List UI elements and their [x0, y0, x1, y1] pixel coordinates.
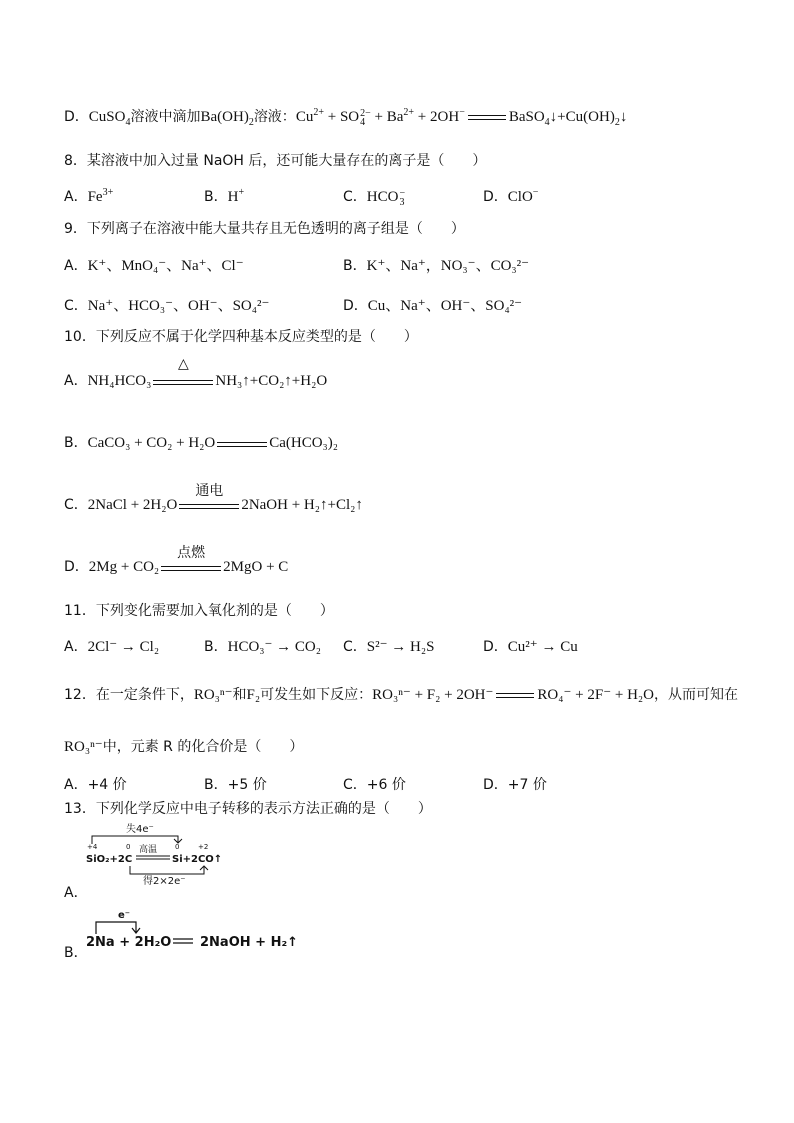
- svg-text:高温: 高温: [139, 845, 158, 855]
- q11-option-c[interactable]: C．S²⁻ → H₂S: [343, 639, 435, 655]
- electron-transfer-diagram-a[interactable]: [86, 822, 236, 888]
- electron-transfer-diagram-b[interactable]: [86, 906, 306, 956]
- q10-option-b[interactable]: B．CaCO₃ + CO₂ + H₂O Ca(HCO₃)₂: [64, 435, 339, 451]
- q12-option-c[interactable]: C．+6 价: [343, 777, 406, 793]
- q9-stem: 9．下列离子在溶液中能大量共存且无色透明的离子组是（ ）: [64, 221, 465, 237]
- diagram-a-top-label: 失4e⁻: [126, 824, 154, 835]
- q7-option-d: D．CuSO$_4$溶液中滴加$Ba(OH)_2$溶液：$Cu^{2+}$ + SO 2− 4 + $Ba^{2+} + 2OH^-$ $BaSO_4↓+Cu(OH)_2↓$: [64, 107, 628, 128]
- q12-option-d[interactable]: D．+7 价: [483, 777, 547, 793]
- q9-option-b[interactable]: B．K⁺、Na⁺，NO₃⁻、CO₃²⁻: [343, 258, 530, 274]
- heat-condition: △: [153, 372, 213, 392]
- q9-option-d[interactable]: D．Cu、Na⁺、OH⁻、SO₄²⁻: [343, 298, 523, 314]
- q11-stem: 11．下列变化需要加入氧化剂的是（ ）: [64, 603, 334, 619]
- svg-text:SiO₂+2C: SiO₂+2C: [86, 854, 133, 865]
- q8-option-b[interactable]: B．H+: [204, 187, 245, 205]
- svg-text:+2: +2: [198, 843, 209, 851]
- q13-option-a-label[interactable]: A．: [64, 885, 88, 901]
- q10-option-d[interactable]: D．2Mg + CO₂ 点燃 2MgO + C: [64, 544, 289, 575]
- svg-text:2NaOH + H₂↑: 2NaOH + H₂↑: [200, 935, 299, 950]
- svg-text:+4: +4: [87, 843, 98, 851]
- q10-option-c[interactable]: C．2NaCl + 2H₂O 通电 2NaOH + H₂↑+Cl₂↑: [64, 482, 363, 513]
- q13-stem: 13．下列化学反应中电子转移的表示方法正确的是（ ）: [64, 801, 432, 817]
- q10-option-a[interactable]: A．NH₄HCO₃ △ NH₃↑+CO₂↑+H₂O: [64, 370, 327, 392]
- q13-option-b-label[interactable]: B．: [64, 945, 88, 961]
- q9-option-c[interactable]: C．Na⁺、HCO₃⁻、OH⁻、SO₄²⁻: [64, 298, 270, 314]
- q8-option-c[interactable]: C．HCO − 3: [343, 187, 406, 208]
- q11-option-d[interactable]: D．Cu²⁺ → Cu: [483, 639, 578, 655]
- q12-option-b[interactable]: B．+5 价: [204, 777, 267, 793]
- q8-stem: 8．某溶液中加入过量 NaOH 后，还可能大量存在的离子是（ ）: [64, 153, 487, 169]
- q11-option-a[interactable]: A．2Cl⁻ → Cl₂: [64, 639, 160, 655]
- q12-stem: 12．在一定条件下，RO₃ⁿ⁻和F₂可发生如下反应：RO₃ⁿ⁻ + F₂ + 2OH⁻ RO₄⁻ + 2F⁻ + H₂O，从而可知在: [64, 687, 738, 703]
- svg-text:0: 0: [175, 843, 180, 851]
- q10-stem: 10．下列反应不属于化学四种基本反应类型的是（ ）: [64, 329, 418, 345]
- svg-text:2Na + 2H₂O: 2Na + 2H₂O: [86, 935, 172, 950]
- q9-option-a[interactable]: A．K⁺、MnO₄⁻、Na⁺、Cl⁻: [64, 258, 244, 274]
- svg-text:0: 0: [126, 843, 131, 851]
- q8-option-a[interactable]: A．$Fe^{3+}$: [64, 187, 114, 205]
- svg-text:Si+2CO↑: Si+2CO↑: [172, 854, 223, 865]
- equals-double-line: [468, 112, 506, 124]
- q12-stem-line2: RO₃ⁿ⁻中，元素 R 的化合价是（ ）: [64, 739, 304, 755]
- svg-text:得2×2e⁻: 得2×2e⁻: [143, 876, 186, 887]
- svg-text:e⁻: e⁻: [118, 910, 131, 921]
- q12-option-a[interactable]: A．+4 价: [64, 777, 127, 793]
- q11-option-b[interactable]: B．HCO₃⁻ → CO₂: [204, 639, 321, 655]
- q8-option-d[interactable]: D．ClO−: [483, 187, 539, 205]
